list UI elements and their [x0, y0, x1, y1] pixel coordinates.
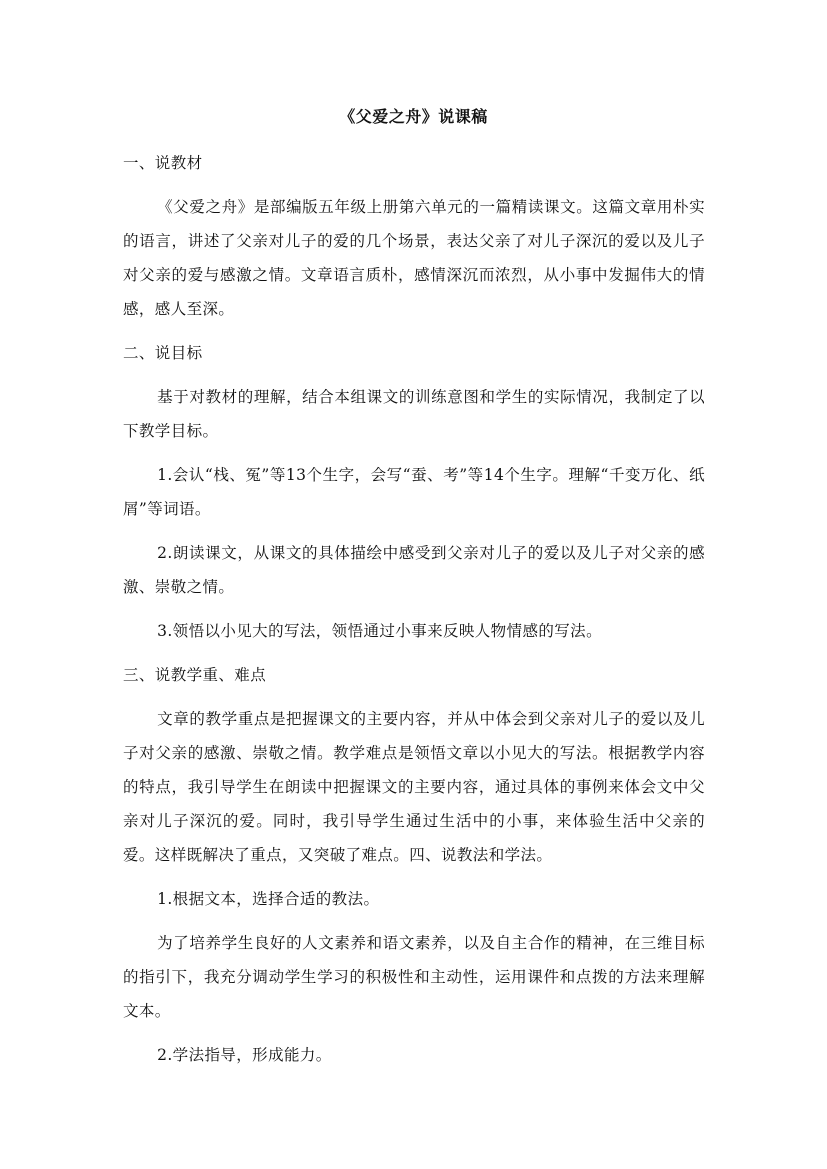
- paragraph-textbook-intro: 《父爱之舟》是部编版五年级上册第六单元的一篇精读课文。这篇文章用朴实的语言，讲述了父亲对儿子的爱的几个场景，表达父亲了对儿子深沉的爱以及儿子对父亲的爱与感激之情。文章语言质朴，感情深沉而浓烈，从小事中发掘伟大的情感，感人至深。: [123, 198, 705, 318]
- section-heading-textbook: 一、说教材: [123, 154, 203, 172]
- goal-item-2: 2.朗读课文，从课文的具体描绘中感受到父亲对儿子的爱以及儿子对父亲的感激、崇敬之情。: [123, 544, 705, 596]
- paragraph-key-points: 文章的教学重点是把握课文的主要内容，并从中体会到父亲对儿子的爱以及儿子对父亲的感激、崇敬之情。教学难点是领悟文章以小见大的写法。根据教学内容的特点，我引导学生在朗读中把握课文的主要内容，通过具体的事例来体会文中父亲对儿子深沉的爱。同时，我引导学生通过生活中的小事，来体验生活中父亲的爱。这样既解决了重点，又突破了难点。四、说教法和学法。: [123, 710, 705, 864]
- section-heading-key-points: 三、说教学重、难点: [123, 666, 267, 684]
- document-title: 《父爱之舟》说课稿: [339, 107, 488, 126]
- goal-item-3: 3.领悟以小见大的写法，领悟通过小事来反映人物情感的写法。: [157, 622, 602, 640]
- paragraph-methods: 为了培养学生良好的人文素养和语文素养，以及自主合作的精神，在三维目标的指引下，我充分调动学生学习的积极性和主动性，运用课件和点拨的方法来理解文本。: [123, 934, 705, 1020]
- section-heading-goals: 二、说目标: [123, 344, 203, 362]
- goal-item-1: 1.会认“栈、冤”等13个生字，会写“蚕、考”等14个生字。理解“千变万化、纸屑”等词语。: [123, 466, 705, 518]
- method-item-2: 2.学法指导，形成能力。: [157, 1046, 332, 1064]
- document-body: [123, 146, 705, 1082]
- paragraph-goals-intro: 基于对教材的理解，结合本组课文的训练意图和学生的实际情况，我制定了以下教学目标。: [123, 388, 705, 440]
- method-item-1: 1.根据文本，选择合适的教法。: [157, 890, 380, 908]
